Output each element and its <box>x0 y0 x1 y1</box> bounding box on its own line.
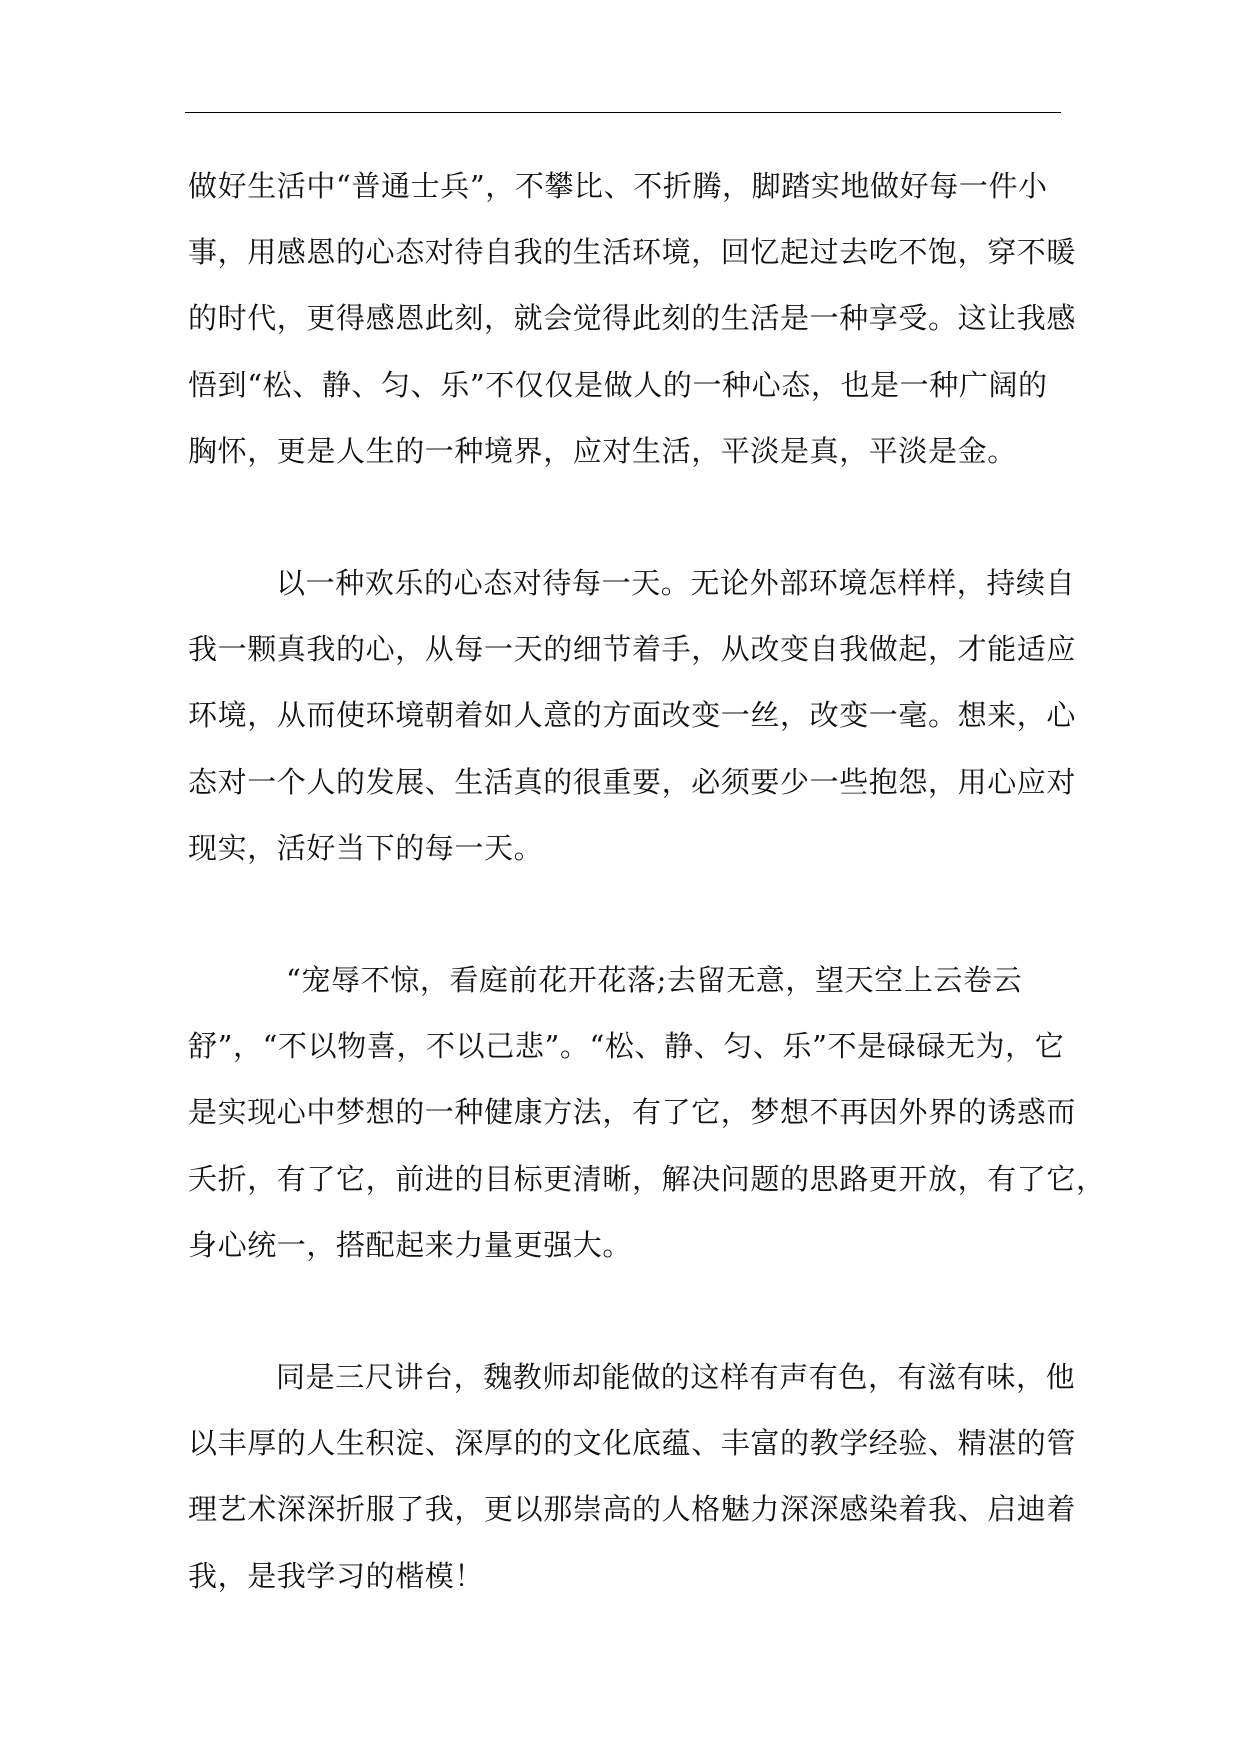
paragraph-4 <box>188 1344 1077 1609</box>
text-line: 我一颗真我的心，从每一天的细节着手，从改变自我做起，才能适应 <box>188 632 1077 667</box>
text-line: 的时代，更得感恩此刻，就会觉得此刻的生活是一种享受。这让我感 <box>188 301 1077 336</box>
paragraph-1 <box>188 153 1077 484</box>
text-line: 是实现心中梦想的一种健康方法，有了它，梦想不再因外界的诱惑而 <box>188 1095 1077 1130</box>
text-line: 以丰厚的人生积淀、深厚的的文化底蕴、丰富的教学经验、精湛的管 <box>188 1426 1077 1461</box>
text-line: 我，是我学习的楷模！ <box>188 1558 485 1593</box>
text-line: 现实，活好当下的每一天。 <box>188 830 544 865</box>
paragraph-2 <box>188 550 1077 881</box>
header-rule <box>185 112 1061 113</box>
text-line: 态对一个人的发展、生活真的很重要，必须要少一些抱怨，用心应对 <box>188 764 1077 799</box>
text-line: 悟到“松、静、匀、乐”不仅仅是做人的一种心态，也是一种广阔的 <box>188 367 1048 402</box>
text-line: 理艺术深深折服了我，更以那崇高的人格魅力深深感染着我、启迪着 <box>188 1492 1077 1527</box>
page-body <box>188 153 1106 1609</box>
text-line: 以一种欢乐的心态对待每一天。无论外部环境怎样样，持续自 <box>276 566 1076 601</box>
text-line: 同是三尺讲台，魏教师却能做的这样有声有色，有滋有味，他 <box>276 1360 1076 1395</box>
text-line: 胸怀，更是人生的一种境界，应对生活，平淡是真，平淡是金。 <box>188 433 1017 468</box>
text-line: 做好生活中“普通士兵”，不攀比、不折腾，脚踏实地做好每一件小 <box>188 169 1048 203</box>
text-line: 事，用感恩的心态对待自我的生活环境，回忆起过去吃不饱，穿不暖 <box>188 235 1077 270</box>
text-line: 身心统一，搭配起来力量更强大。 <box>188 1227 633 1262</box>
text-line: 环境，从而使环境朝着如人意的方面改变一丝，改变一毫。想来，心 <box>188 698 1077 733</box>
text-line: “宠辱不惊，看庭前花开花落;去留无意，望天空上云卷云 <box>286 963 1023 998</box>
text-line: 舒”，“不以物喜，不以己悲”。“松、静、匀、乐”不是碌碌无为，它 <box>188 1029 1065 1064</box>
paragraph-3 <box>188 947 1106 1278</box>
text-line: 夭折，有了它，前进的目标更清晰，解决问题的思路更开放，有了它， <box>188 1161 1106 1196</box>
